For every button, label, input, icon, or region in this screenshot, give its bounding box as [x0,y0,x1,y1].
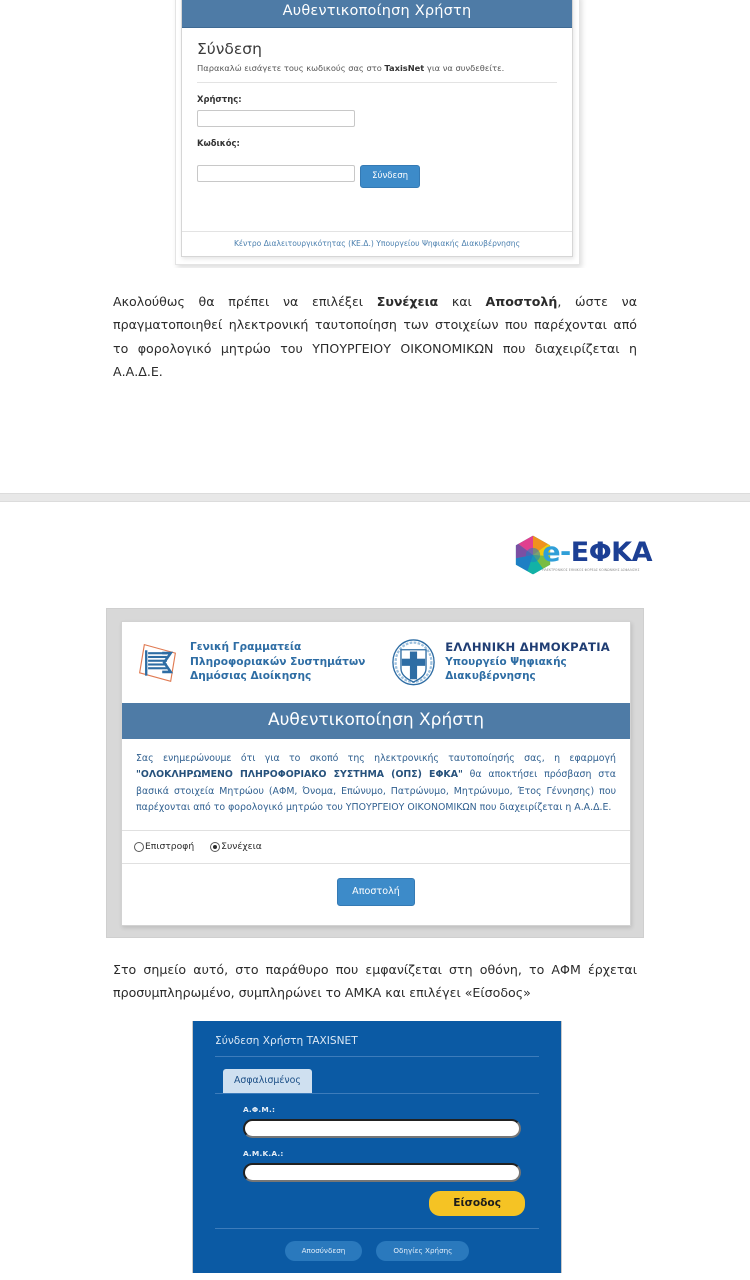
page-break-separator [0,493,750,502]
consent-part-2: θα αποκτήσει πρόσβαση στα βασικά στοιχεία Μητρώου (ΑΦΜ, Όνομα, Επώνυμο, Πατρώνυμο, Μητρώνυμο, Έτος Γέννησης) που παρέχονται από το φορολογικό μητρώο του ΥΠΟΥΡΓΕΙΟΥ ΟΙΚΟΝΟΜΙΚΩΝ που διαχειρίζεται η Α.Α.Δ.Ε. [136,769,616,813]
password-label: Κωδικός: [197,138,240,148]
radio-return-label: Επιστροφή [145,841,195,853]
amka-input[interactable] [243,1163,521,1182]
logout-button[interactable]: Αποσύνδεση [285,1241,363,1261]
taxisnet-footer-links [215,1229,539,1261]
gsis-line-3: Δημόσιας Διοίκησης [190,670,312,683]
efka-tagline: ΗΛΕΚΤΡΟΝΙΚΟΣ ΕΘΝΙΚΟΣ ΦΟΡΕΑΣ ΚΟΙΝΩΝΙΚΗΣ ΑΣΦΑΛΙΣΗΣ [542,567,640,572]
taxisnet-brand-name: TaxisNet [384,63,425,73]
consent-submit-row [122,864,630,924]
taxisnet-tab-bar [215,1068,539,1094]
document-page-1 [0,0,750,493]
amka-label: Α.Μ.Κ.Α.: [243,1148,284,1158]
paragraph-1-part-1: Ακολούθως θα πρέπει να επιλέξει [113,294,377,309]
taxisnet-login-row [215,1191,539,1216]
login-instructions [197,63,557,83]
hellenic-line-1: ΕΛΛΗΝΙΚΗ ΔΗΜΟΚΡΑΤΙΑ [445,640,610,655]
paragraph-1-part-3: , ώστε να πραγματοποιηθεί ηλεκτρονική ταυτοποίηση των στοιχείων που παρέχονται από το φορολογικό μητρώο του ΥΠΟΥΡΓΕΙΟΥ ΟΙΚΟΝΟΜΙΚΩΝ που διαχειρίζεται η Α.Α.Δ.Ε. [113,294,637,379]
hellenic-line-3: Διακυβέρνησης [445,669,536,682]
screenshot-auth-consent [106,608,644,938]
eisodos-login-button[interactable]: Είσοδος [429,1191,525,1216]
consent-submit-button[interactable]: Αποστολή [337,878,415,906]
tab-asfalismenos[interactable]: Ασφαλισμένος [223,1069,312,1093]
paragraph-continue-send [113,290,637,383]
dialog-logo-bar [122,622,630,703]
radio-option-continue[interactable] [210,841,262,852]
taxisnet-login-dialog [181,0,573,257]
auth-dialog-title-bar: Αυθεντικοποίηση Χρήστη [182,0,572,28]
auth-consent-dialog [121,621,631,926]
gsis-logo [134,639,365,686]
efka-prefix: e- [542,536,571,568]
password-input[interactable] [197,165,355,182]
screenshot-taxisnet-user-login [0,1021,750,1276]
gsis-line-2: Πληροφοριακών Συστημάτων [190,655,366,668]
screenshot-1-frame [175,0,580,265]
login-instructions-part-1: Παρακαλώ εισάγετε τους κωδικούς σας στο [197,63,385,73]
afm-field-group [215,1105,539,1138]
username-input[interactable] [197,110,355,127]
login-heading: Σύνδεση [197,40,262,58]
dialog-footer-text: Κέντρο Διαλειτουργικότητας (ΚΕ.Δ.) Υπουργείου Ψηφιακής Διακυβέρνησης [182,231,572,256]
consent-system-name: "ΟΛΟΚΛΗΡΩΜΕΝΟ ΠΛΗΡΟΦΟΡΙΑΚΟ ΣΥΣΤΗΜΑ (ΟΠΣ) ΕΦΚΑ" [136,769,463,781]
help-instructions-button[interactable]: Οδηγίες Χρήσης [376,1241,469,1261]
consent-choice-group [122,831,630,864]
radio-continue-icon[interactable] [210,842,220,852]
login-submit-button[interactable]: Σύνδεση [360,165,420,188]
paragraph-1-bold-continue: Συνέχεια [376,294,439,309]
gsis-logo-text [190,640,365,684]
amka-field-group [215,1149,539,1182]
paragraph-amka-entry: Στο σημείο αυτό, στο παράθυρο που εμφανίζεται στη οθόνη, το ΑΦΜ έρχεται προσυμπληρωμένο, συμπληρώνει το ΑΜΚΑ και επιλέγει «Είσοδος» [113,962,637,1001]
consent-dialog-title-bar: Αυθεντικοποίηση Χρήστη [122,703,630,739]
login-instructions-part-2: για να συνδεθείτε. [424,63,505,73]
efka-wordmark [542,536,652,572]
efka-name: ΕΦΚΑ [570,536,652,568]
radio-option-return[interactable] [134,841,194,852]
radio-continue-label: Συνέχεια [221,841,262,853]
efka-logo-row [0,524,750,586]
radio-return-icon[interactable] [134,842,144,852]
gsis-emblem-icon [134,639,181,686]
efka-name-line [542,536,652,568]
document-page-2 [0,502,750,1276]
taxisnet-user-login-panel [192,1021,562,1273]
login-form-body [182,28,572,188]
hellenic-line-2: Υπουργείο Ψηφιακής [445,656,567,669]
afm-input[interactable] [243,1119,521,1138]
gsis-line-1: Γενική Γραμματεία [190,641,302,654]
username-label: Χρήστης: [197,94,242,104]
efka-logo [512,534,652,576]
paragraph-1-part-2: και [438,294,486,309]
paragraph-1-bold-send: Αποστολή [485,294,558,309]
screenshot-taxisnet-login [0,0,750,268]
consent-part-1: Σας ενημερώνουμε ότι για το σκοπό της ηλεκτρονικής ταυτοποίησής σας, η εφαρμογή [136,753,616,765]
afm-label: Α.Φ.Μ.: [243,1104,276,1114]
hellenic-republic-logo [391,639,610,686]
greek-coat-of-arms-icon [391,639,436,686]
taxisnet-panel-title: Σύνδεση Χρήστη TAXISNET [215,1035,539,1057]
hellenic-logo-text [445,640,610,683]
consent-notice-text [122,739,630,831]
